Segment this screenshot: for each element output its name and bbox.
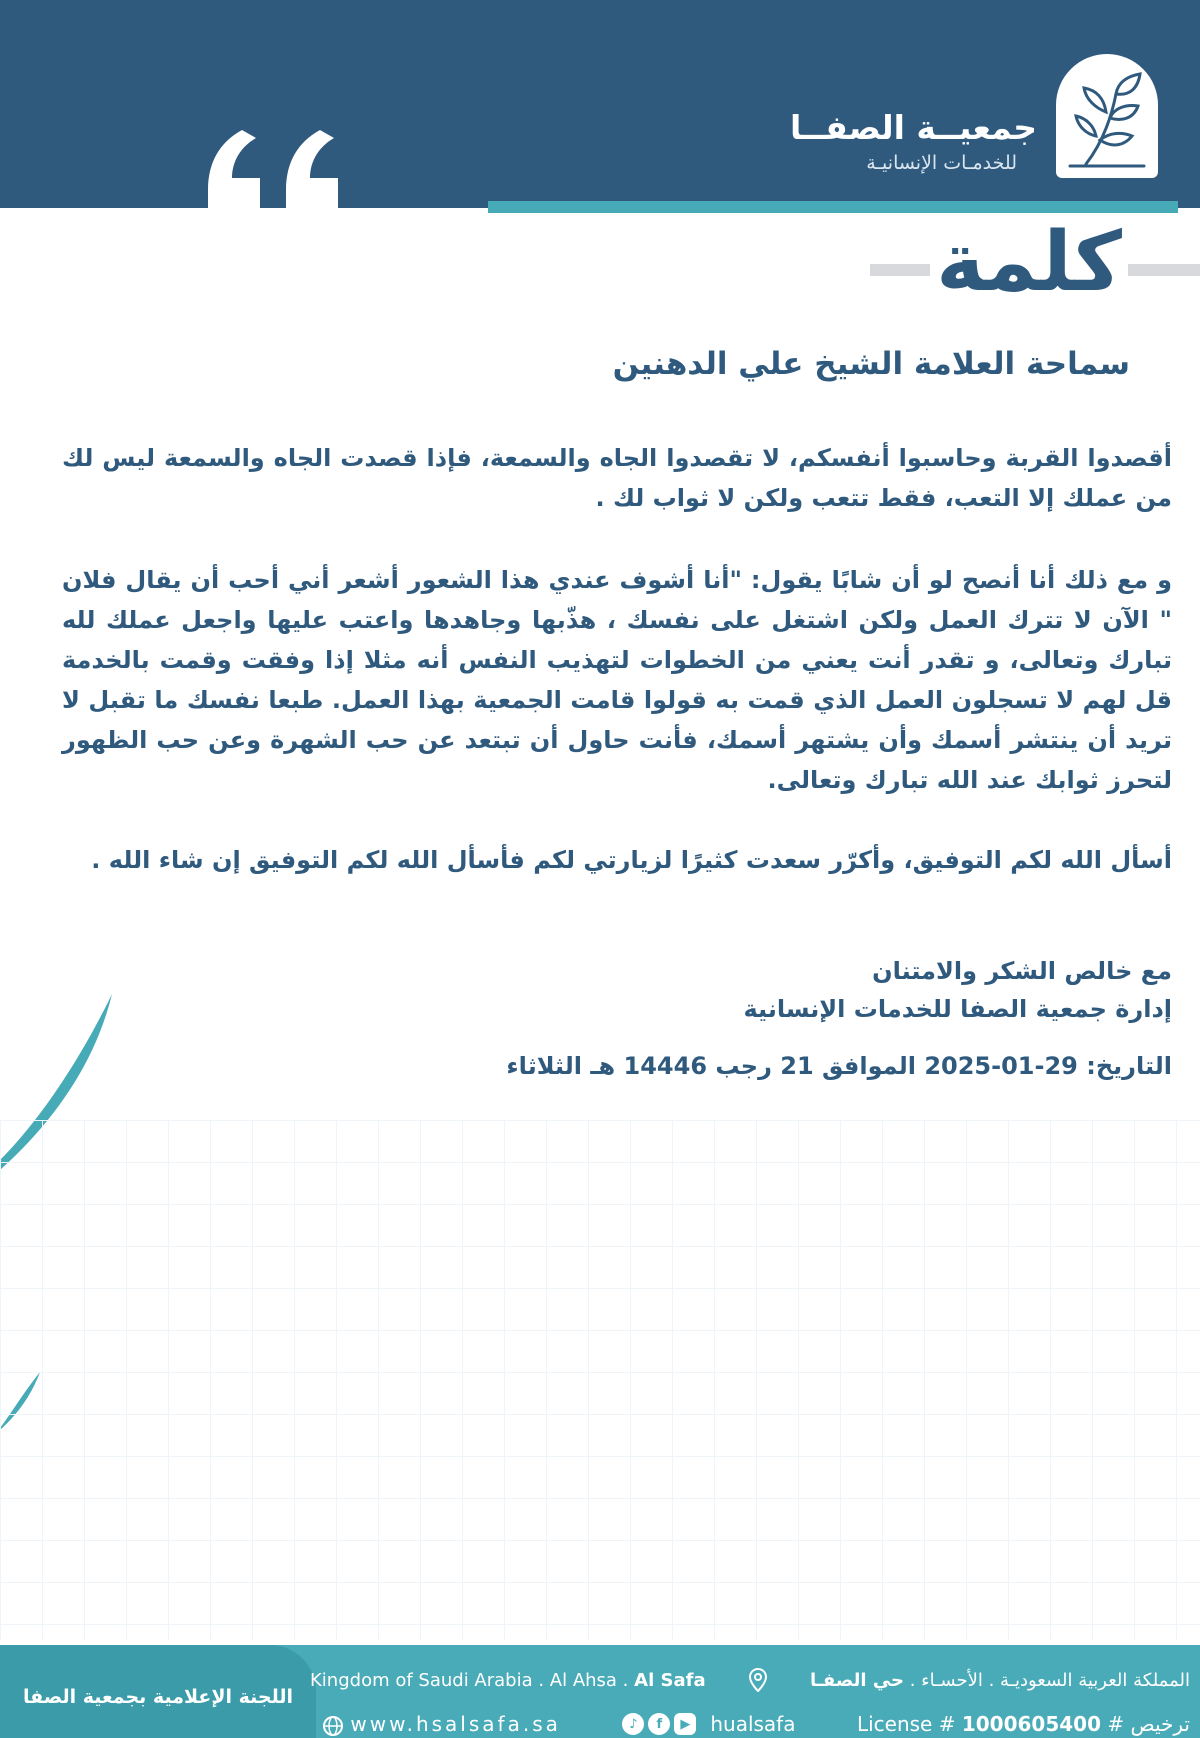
paragraph-3: أسأل الله لكم التوفيق، وأكرّر سعدت كثيرًا لزيارتي لكم فأسأل الله لكم التوفيق إن شاء الله . xyxy=(91,846,1172,874)
leaf-logo-icon xyxy=(1056,54,1158,178)
date-line: التاريخ: 29-01-2025 الموافق 21 رجب 14446 هـ الثلاثاء xyxy=(506,1052,1172,1080)
header-accent-stripe xyxy=(488,201,1178,213)
website-text: www.hsalsafa.sa xyxy=(350,1712,561,1736)
speaker-name: سماحة العلامة الشيخ علي الدهنين xyxy=(612,346,1130,382)
footer-location-en xyxy=(310,1670,706,1691)
location-en-bold: Al Safa xyxy=(634,1669,706,1691)
paragraph-2: و مع ذلك أنا أنصح لو أن شابًا يقول: "أنا أشوف عندي هذا الشعور أشعر أني أحب أن يقال فلان " الآن لا تترك العمل ولكن اشتغل على نفسك ، هذّبها وجاهدها واعتب عليها واجعل عملك لله تبارك وتعالى، و تقدر أنت يعني من الخطوات لتهذيب النفس أنه مثلا إذا وفقت وقمت بالخدمة قل لهم لا تسجلون العمل الذي قمت به قولوا قامت الجمعية بهذا العمل. طبعا نفسك ما تقبل لا تريد أن ينتشر أسمك وأن يشتهر أسمك، فأنت حاول أن تبتعد عن حب الشهرة وعن حب الظهور لتحرز ثوابك عند الله تبارك وتعالى. xyxy=(62,566,1172,794)
media-committee-label: اللجنة الإعلامية بجمعية الصفا xyxy=(22,1686,294,1708)
closing-signature: إدارة جمعية الصفا للخدمات الإنسانية xyxy=(743,995,1172,1023)
background-grid xyxy=(0,1120,1200,1640)
license-label-ar: # ترخيص xyxy=(1107,1712,1190,1737)
closing-block xyxy=(744,952,1173,1028)
globe-icon xyxy=(322,1715,344,1737)
quote-mark-icon xyxy=(202,120,362,210)
footer-location-line xyxy=(310,1668,1190,1692)
footer-location-ar xyxy=(810,1670,1190,1691)
license-info xyxy=(857,1712,1190,1736)
paragraph-1: أقصدوا القربة وحاسبوا أنفسكم، لا تقصدوا الجاه والسمعة، فإذا قصدت الجاه والسمعة ليس لك من عملك إلا التعب، فقط تتعب ولكن لا ثواب لك . xyxy=(62,444,1172,512)
facebook-icon[interactable]: f xyxy=(648,1713,670,1735)
social-links xyxy=(622,1712,795,1736)
header-banner xyxy=(0,0,1200,208)
social-handle[interactable]: hualsafa xyxy=(710,1712,796,1737)
license-number: 1000605400 xyxy=(961,1712,1101,1737)
org-subtitle: للخدمـات الإنسانيـة xyxy=(866,152,1017,174)
location-ar-text: المملكة العربية السعوديـة . الأحسـاء . xyxy=(909,1669,1190,1691)
page-title: كلمة xyxy=(930,222,1128,304)
org-name: جمعيــة الصفــا xyxy=(790,108,1037,147)
location-ar-bold: حي الصفـا xyxy=(810,1669,904,1691)
tiktok-icon[interactable]: ♪ xyxy=(622,1713,644,1735)
location-pin-icon xyxy=(749,1668,767,1692)
closing-thanks: مع خالص الشكر والامتنان xyxy=(872,957,1172,985)
footer-contact-line xyxy=(322,1712,1190,1737)
license-label-en: License # xyxy=(856,1712,956,1737)
website-link[interactable] xyxy=(322,1712,561,1737)
youtube-icon[interactable]: ▶ xyxy=(674,1713,696,1735)
org-logo xyxy=(1056,54,1158,178)
location-en-text: Kingdom of Saudi Arabia . Al Ahsa . xyxy=(310,1669,629,1691)
